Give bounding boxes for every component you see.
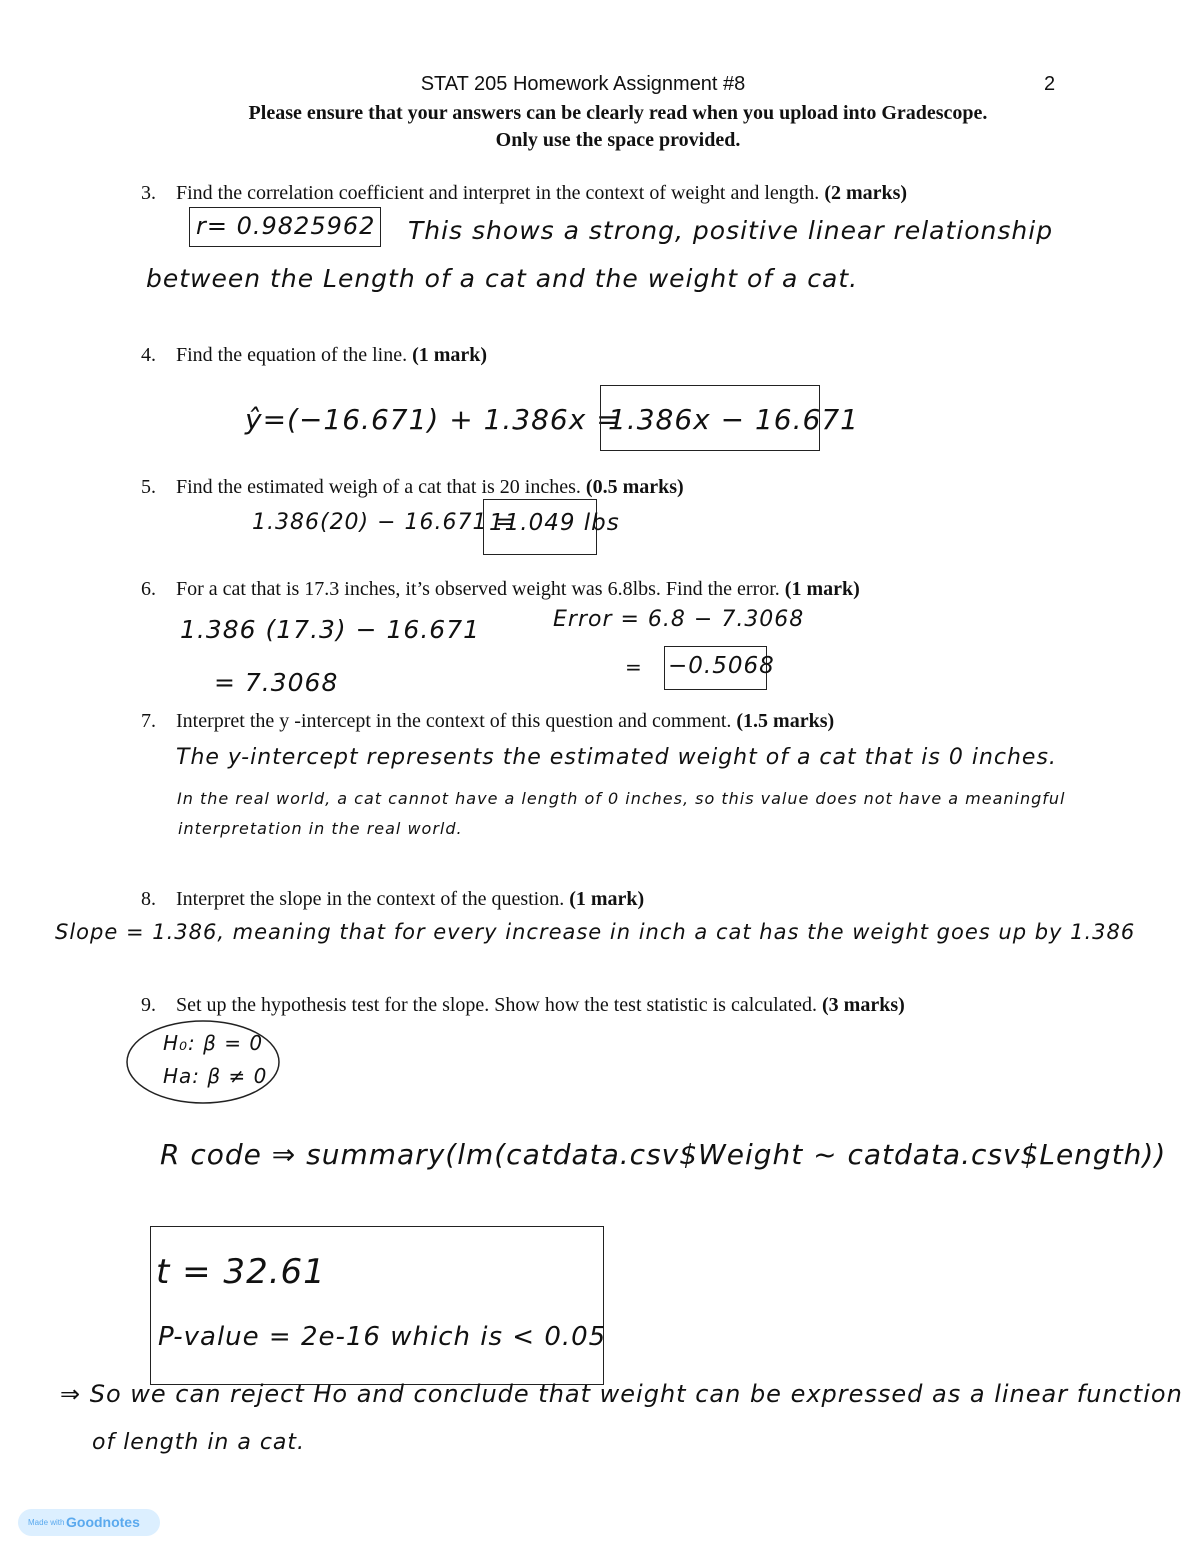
- answer-q9-r-code: R code ⇒ summary(lm(catdata.csv$Weight ~ catdata.csv$Length)): [160, 1138, 1167, 1171]
- question-number: 9.: [141, 994, 156, 1016]
- answer-q9-conclusion-1: ⇒ So we can reject Ho and conclude that weight can be expressed as a linear function: [60, 1380, 1183, 1408]
- answer-q4-working: ŷ=(−16.671) + 1.386x =: [245, 403, 621, 436]
- question-9: [141, 994, 905, 1017]
- answer-q6-predicted: = 7.3068: [214, 668, 339, 697]
- answer-q5-working: 1.386(20) − 16.671 =: [252, 510, 515, 535]
- question-marks: (2 marks): [824, 182, 908, 204]
- question-8: [141, 888, 644, 911]
- answer-q6-error: −0.5068: [668, 653, 775, 679]
- question-number: 3.: [141, 182, 156, 204]
- answer-q9-alt-hypothesis: Ha: β ≠ 0: [163, 1064, 268, 1088]
- question-text: Find the correlation coefficient and interpret in the context of weight and length.: [176, 182, 820, 204]
- instruction-line-2: Only use the space provided.: [495, 129, 741, 151]
- answer-q4-equation: 1.386x − 16.671: [608, 403, 859, 436]
- answer-q9-p-value: P-value = 2e-16 which is < 0.05: [158, 1322, 607, 1352]
- question-text: Find the estimated weigh of a cat that is 20 inches.: [176, 476, 581, 498]
- instruction-line-1: Please ensure that your answers can be clearly read when you upload into Gradescope.: [248, 102, 988, 124]
- answer-q8-slope: Slope = 1.386, meaning that for every increase in inch a cat has the weight goes up by 1.386: [55, 920, 1136, 944]
- question-number: 5.: [141, 476, 156, 498]
- question-marks: (3 marks): [822, 994, 905, 1016]
- question-text: Interpret the slope in the context of the question.: [176, 888, 565, 910]
- question-text: For a cat that is 17.3 inches, it’s observed weight was 6.8lbs. Find the error.: [176, 578, 780, 600]
- answer-q9-null-hypothesis: H₀: β = 0: [163, 1031, 264, 1055]
- badge-brand: Goodnotes: [66, 1514, 140, 1530]
- question-text: Set up the hypothesis test for the slope. Show how the test statistic is calculated.: [176, 994, 818, 1016]
- badge-made-with: Made with: [28, 1518, 65, 1527]
- answer-box-test-statistic: [150, 1226, 607, 1385]
- question-3: [141, 182, 907, 205]
- question-text: Interpret the y -intercept in the context of this question and comment.: [176, 710, 732, 732]
- answer-q7-line3: interpretation in the real world.: [178, 819, 463, 838]
- answer-q6-working: 1.386 (17.3) − 16.671: [180, 615, 481, 644]
- answer-q6-error-working: Error = 6.8 − 7.3068: [553, 607, 805, 632]
- answer-q9-conclusion-2: of length in a cat.: [92, 1430, 306, 1455]
- answer-q3-r: r= 0.9825962: [196, 212, 376, 240]
- question-marks: (1.5 marks): [736, 710, 835, 732]
- question-6: [141, 578, 860, 601]
- answer-q3-line2: between the Length of a cat and the weight of a cat.: [146, 264, 859, 293]
- page-title: STAT 205 Homework Assignment #8: [420, 73, 746, 95]
- question-number: 4.: [141, 344, 156, 366]
- question-number: 7.: [141, 710, 156, 732]
- answer-q5-value: 11.049 lbs: [489, 510, 620, 536]
- goodnotes-badge: [18, 1509, 160, 1536]
- question-text: Find the equation of the line.: [176, 344, 408, 366]
- question-4: [141, 344, 487, 367]
- question-marks: (1 mark): [784, 578, 860, 600]
- answer-q6-equals: =: [625, 655, 643, 679]
- question-marks: (0.5 marks): [585, 476, 684, 498]
- page-number: 2: [1044, 73, 1056, 95]
- question-7: [141, 710, 834, 733]
- question-5: [141, 476, 684, 499]
- answer-q9-t: t = 32.61: [156, 1252, 326, 1292]
- answer-q3-line1: This shows a strong, positive linear relationship: [408, 216, 1054, 245]
- question-number: 8.: [141, 888, 156, 910]
- question-marks: (1 mark): [569, 888, 645, 910]
- question-marks: (1 mark): [412, 344, 488, 366]
- question-number: 6.: [141, 578, 156, 600]
- answer-q7-line1: The y-intercept represents the estimated weight of a cat that is 0 inches.: [176, 745, 1057, 770]
- answer-q7-line2: In the real world, a cat cannot have a length of 0 inches, so this value does not have a meaningful: [177, 789, 1066, 808]
